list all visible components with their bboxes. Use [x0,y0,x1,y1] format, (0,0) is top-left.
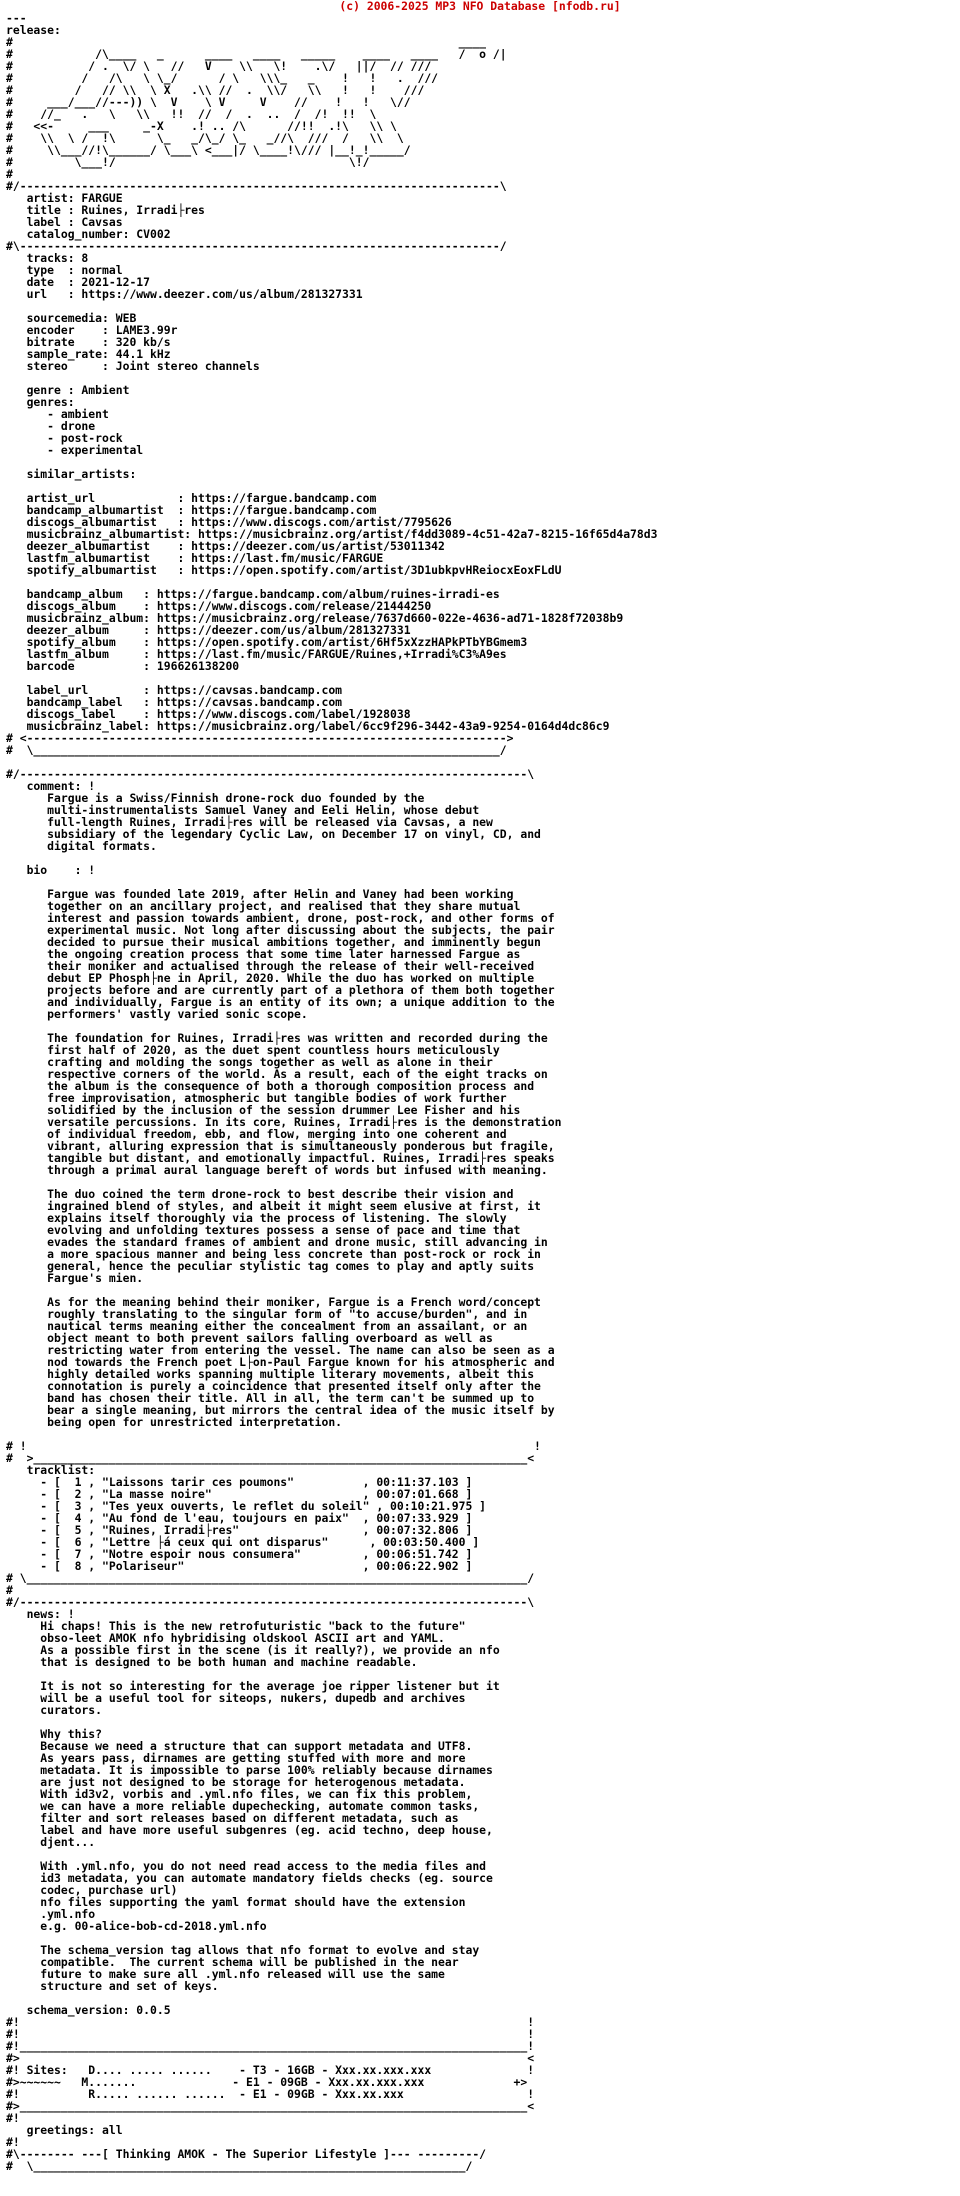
nfo-document: --- release: # ____ # /\____ _ ____ ____ _____ ____ ____ / o /| # / . \/ \ // V \\ \! .\/ ||/ // /// # / /\ \ \_/ / \ \\\_ _ ! ! . /// # / // \\ \ X .\\ // . \\/ \\ ! ! /// # ___/___//---)) \ V \ V V // ! ! \// # //_ . \ \\ !! // / . .. / /! !! \ # <<- ___ _-X .! .. /\ //!! .!\ \\ \ # \\ \ / !\ \_ _/\_/ \_ _//\ /// / \\ \ # \\___//!\______/ \___\ <___|/ \____!\/// |__!_!_____/ # \___!/ \!/ # #/----------------------------------------------------------------------\ artist: FARGUE title : Ruines, Irradi├res label : Cavsas catalog_number: CV002 #\----------------------------------------------------------------------/ tracks: 8 type : normal date : 2021-12-17 url : https://www.deezer.com/us/album/281327331 sourcemedia: WEB encoder : LAME3.99r bitrate : 320 kb/s sample_rate: 44.1 kHz stereo : Joint stereo channels genre : Ambient genres: - ambient - drone - post-rock - experimental similar_artists: artist_url : https://fargue.bandcamp.com bandcamp_albumartist : https://fargue.bandcamp.com discogs_albumartist : https://www.discogs.com/artist/7795626 musicbrainz_albumartist: https://musicbrainz.org/artist/f4dd3089-4c51-42a7-8215-16f65d4a78d3 deezer_albumartist : https://deezer.com/us/artist/53011342 lastfm_albumartist : https://last.fm/music/FARGUE spotify_albumartist : https://open.spotify.com/artist/3D1ubkpvHReiocxEoxFLdU bandcamp_album : https://fargue.bandcamp.com/album/ruines-irradi-es discogs_album : https://www.discogs.com/release/21444250 musicbrainz_album: https://musicbrainz.org/release/7637d660-022e-4636-ad71-1828f72038b9 deezer_album : https://deezer.com/us/album/281327331 spotify_album : https://open.spotify.com/artist/6Hf5xXzzHAPkPTbYBGmem3 lastfm_album : https://last.fm/music/FARGUE/Ruines,+Irradi%C3%A9es barcode : 196626138200 label_url : https://cavsas.bandcamp.com bandcamp_label : https://cavsas.bandcamp.com discogs_label : https://www.discogs.com/label/1928038 musicbrainz_label: https://musicbrainz.org/label/6cc9f296-3442-43a9-9254-0164d4dc86c9 # <----------------------------------------------------------------------> # \____________________________________________________________________/ #/--------------------------------------------------------------------------\ comment: ! Fargue is a Swiss/Finnish drone-rock duo founded by the multi-instrumentalists Samuel Vaney and Eeli Helin, whose debut full-length Ruines, Irradi├res will be released via Cavsas, a new subsidiary of the legendary Cyclic Law, on December 17 on vinyl, CD, and digital formats. bio : ! Fargue was founded late 2019, after Helin and Vaney had been working together on an ancillary project, and realised that they share mutual interest and passion towards ambient, drone, post-rock, and other forms of experimental music. Not long after discussing about the subjects, the pair decided to pursue their musical ambitions together, and imminently begun the ongoing creation process that some time later harnessed Fargue as their moniker and actualised through the release of their well-received debut EP Phosph├ne in April, 2020. While the duo has worked on multiple projects before and are currently part of a plethora of them both together and individually, Fargue is an entity of its own; a unique addition to the performers' vastly varied sonic scope. The foundation for Ruines, Irradi├res was written and recorded during the first half of 2020, as the duet spent countless hours meticulously crafting and molding the songs together as well as alone in their respective corners of the world. As a result, each of the eight tracks on the album is the consequence of both a thorough composition process and free improvisation, atmospheric but tangible bodies of work further solidified by the inclusion of the session drummer Lee Fisher and his versatile percussions. In its core, Ruines, Irradi├res is the demonstration of individual freedom, ebb, and flow, merging into one coherent and vibrant, alluring expression that is simultaneously ponderous but fragile, tangible but distant, and emotionally impactful. Ruines, Irradi├res speaks through a primal aural language bereft of words but infused with meaning. The duo coined the term drone-rock to best describe their vision and ingrained blend of styles, and albeit it might seem elusive at first, it explains itself thoroughly via the process of listening. The slowly evolving and unfolding textures possess a sense of pace and time that evades the standard frames of ambient and drone music, still advancing in a more spacious manner and being less concrete than post-rock or rock in general, hence the peculiar stylistic tag comes to play and aptly suits Fargue's mien. As for the meaning behind their moniker, Fargue is a French word/concept roughly translating to the singular form of "to accuse/burden", and in nautical terms meaning either the concealment from an assailant, or an object meant to both prevent sailors falling overboard as well as restricting water from entering the vessel. The name can also be seen as a nod towards the French poet L├on-Paul Fargue known for his atmospheric and highly detailed works spanning multiple literary movements, albeit this connotation is purely a coincidence that presented itself only after the band has chosen their title. All in all, the term can't be summed up to bear a single meaning, but mirrors the central idea of the music itself by being open for unrestricted interpretation. # ! ! # >________________________________________________________________________< tracklist: - [ 1 , "Laissons tarir ces poumons" , 00:11:37.103 ] - [ 2 , "La masse noire" , 00:07:01.668 ] - [ 3 , "Tes yeux ouverts, le reflet du soleil" , 00:10:21.975 ] - [ 4 , "Au fond de l'eau, toujours en paix" , 00:07:33.929 ] - [ 5 , "Ruines, Irradi├res" , 00:07:32.806 ] - [ 6 , "Lettre ├á ceux qui ont disparus" , 00:03:50.400 ] - [ 7 , "Notre espoir nous consumera" , 00:06:51.742 ] - [ 8 , "Polariseur" , 00:06:22.902 ] # \_________________________________________________________________________/ # #/--------------------------------------------------------------------------\ news: ! Hi chaps! This is the new retrofuturistic "back to the future" obso-leet AMOK nfo hybridising oldskool ASCII art and YAML. As a possible first in the scene (is it really?), we provide an nfo that is designed to be both human and machine readable. It is not so interesting for the average joe ripper listener but it will be a useful tool for siteops, nukers, dupedb and archives curators. Why this? Because we need a structure that can support metadata and UTF8. As years pass, dirnames are getting stuffed with more and more metadata. It is impossible to parse 100% reliably because dirnames are just not designed to be storage for heterogenous metadata. With id3v2, vorbis and .yml.nfo files, we can fix this problem, we can have a more reliable dupechecking, automate common tasks, filter and sort releases based on different metadata, such as label and have more useful subgenres (eg. acid techno, deep house, djent... With .yml.nfo, you do not need read access to the media files and id3 metadata, you can automate mandatory fields checks (eg. source codec, purchase url) nfo files supporting the yaml format should have the extension .yml.nfo e.g. 00-alice-bob-cd-2018.yml.nfo The schema_version tag allows that nfo format to evolve and stay compatible. The current schema will be published in the near future to make sure all .yml.nfo released will use the same structure and set of keys. schema_version: 0.0.5 #! ! #! ! #!__________________________________________________________________________! #> < #! Sites: D.... ..... ...... - T3 - 16GB - Xxx.xx.xxx.xxx ! #>~~~~~~ M....... - E1 - 09GB - Xxx.xx.xxx.xxx +> #! R..... ...... ...... - E1 - 09GB - Xxx.xx.xxx ! #>__________________________________________________________________________< #! greetings: all #! #\-------- ---[ Thinking AMOK - The Superior Lifestyle ]--- ---------/ # \_______________________________________________________________/ [6,11,658,2173]
site-header: (c) 2006-2025 MP3 NFO Database [nfodb.ru] [339,0,621,13]
